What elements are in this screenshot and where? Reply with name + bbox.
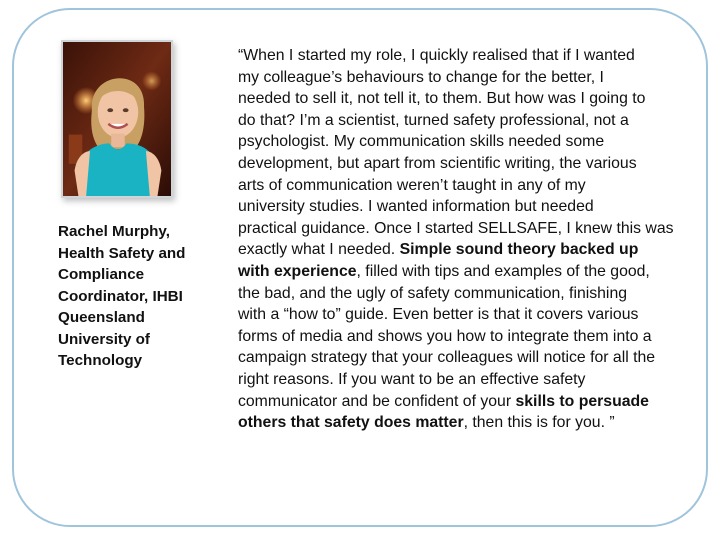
- quote-text: the bad, and the ugly of safety communication, finishing: [238, 284, 628, 302]
- quote-line: [238, 45, 698, 67]
- quote-line: [238, 175, 698, 197]
- quote-emphasis: Simple sound theory backed up: [399, 241, 639, 259]
- caption-line: University of: [58, 330, 150, 348]
- quote-text: right reasons. If you want to be an effective safety: [238, 370, 586, 388]
- quote-emphasis: others that safety does matter: [238, 414, 464, 432]
- quote-line: [238, 412, 698, 434]
- quote-text: with a “how to” guide. Even better is that it covers various: [238, 306, 639, 324]
- testimonial-quote: [238, 45, 698, 434]
- quote-line: [238, 326, 698, 348]
- quote-text: university studies. I wanted information but needed: [238, 198, 594, 216]
- person-caption: [58, 221, 218, 372]
- caption-line: Health Safety and: [58, 244, 186, 262]
- quote-line: [238, 131, 698, 153]
- profile-photo: [61, 40, 173, 198]
- quote-text: my colleague’s behaviours to change for the better, I: [238, 68, 604, 86]
- quote-line: [238, 67, 698, 89]
- quote-line: [238, 110, 698, 132]
- quote-line: [238, 261, 698, 283]
- quote-line: [238, 153, 698, 175]
- quote-line: [238, 369, 698, 391]
- quote-text: practical guidance. Once I started SELLSAFE, I knew this was: [238, 219, 674, 237]
- quote-line: [238, 283, 698, 305]
- caption-line: Queensland: [58, 309, 145, 326]
- quote-line: [238, 391, 698, 413]
- quote-emphasis: skills to persuade: [515, 392, 649, 410]
- quote-text: development, but apart from scientific writing, the various: [238, 154, 637, 172]
- quote-line: [238, 218, 698, 240]
- quote-text: “When I started my role, I quickly realised that if I wanted: [238, 47, 635, 64]
- quote-text: psychologist. My communication skills needed some: [238, 133, 605, 151]
- quote-text: communicator and be confident of your: [238, 392, 516, 410]
- quote-text: , then this is for you. ”: [463, 414, 615, 432]
- quote-line: [238, 304, 698, 326]
- testimonial-card: [12, 8, 708, 527]
- quote-text: campaign strategy that your colleagues will notice for all the: [238, 349, 656, 367]
- quote-text: needed to sell it, not tell it, to them. But how was I going to: [238, 90, 646, 108]
- quote-line: [238, 239, 698, 261]
- quote-emphasis: with experience: [238, 262, 357, 280]
- quote-text: do that? I’m a scientist, turned safety professional, not a: [238, 111, 629, 129]
- quote-line: [238, 88, 698, 110]
- caption-line: Coordinator, IHBI: [58, 287, 183, 305]
- caption-line: Compliance: [58, 266, 145, 283]
- quote-text: exactly what I needed.: [238, 241, 400, 259]
- quote-line: [238, 196, 698, 218]
- quote-text: forms of media and shows you how to integrate them into a: [238, 327, 652, 345]
- quote-text: arts of communication weren’t taught in any of my: [238, 176, 586, 194]
- caption-line: Technology: [58, 352, 143, 369]
- quote-line: [238, 347, 698, 369]
- quote-text: , filled with tips and examples of the good,: [356, 262, 650, 280]
- caption-line: Rachel Murphy,: [58, 223, 170, 240]
